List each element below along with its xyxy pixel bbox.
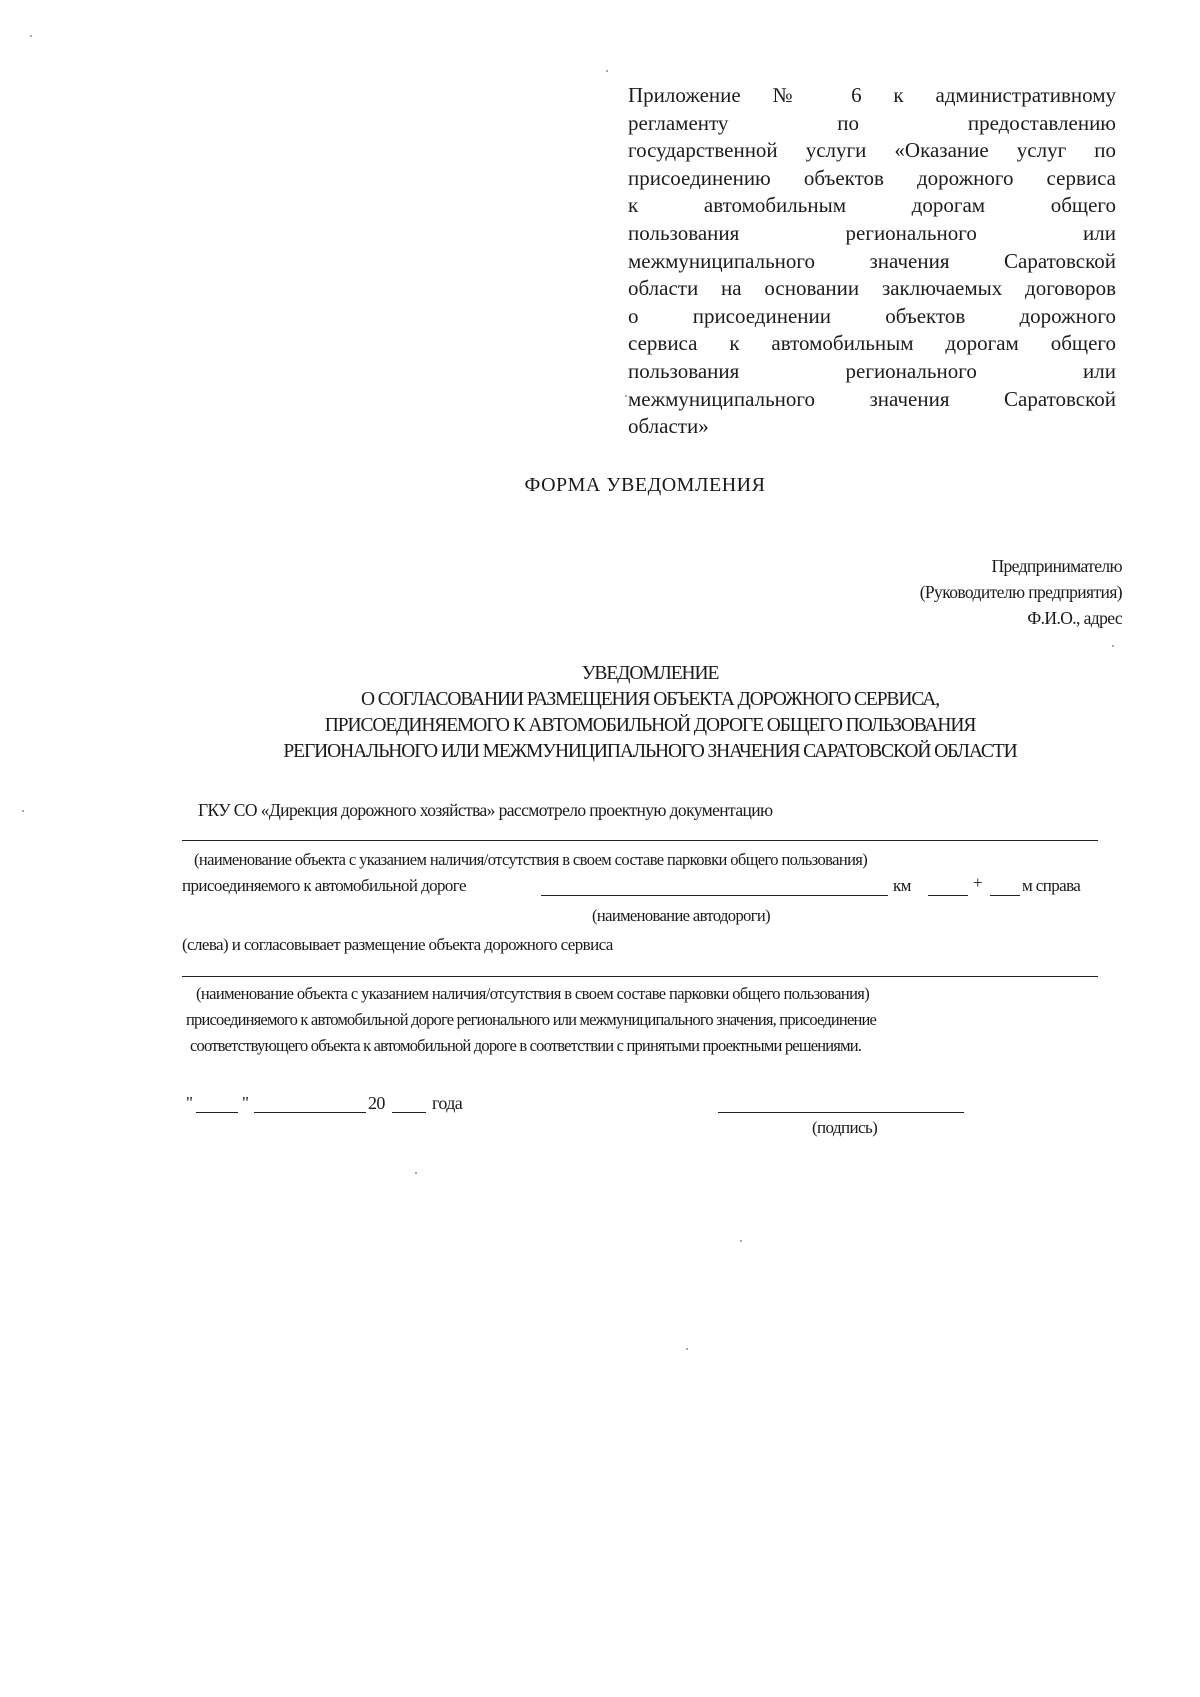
plus-sign: + (973, 873, 982, 892)
scan-speck (740, 1240, 742, 1242)
closing-text: соответствующего объекта к автомобильной дороге в соответствии с принятыми проектными решениями. (190, 1036, 862, 1055)
object-caption-2: (наименование объекта с указанием наличия/отсутствия в своем составе парковки общего пользования) (196, 984, 870, 1003)
appendix-line: межмуниципального значения Саратовской (628, 248, 1116, 273)
object-caption: (наименование объекта с указанием наличия/отсутствия в своем составе парковки общего пользования) (194, 850, 868, 869)
appendix-line: области» (628, 414, 709, 439)
appendix-line: пользования регионального или (628, 358, 1116, 383)
appendix-line: регламенту по предоставлению (628, 110, 1116, 135)
km-label: км (893, 876, 911, 895)
date-year-blank[interactable] (392, 1112, 426, 1113)
date-quote-open: " (186, 1093, 193, 1112)
notice-subtitle-line: ПРИСОЕДИНЯЕМОГО К АВТОМОБИЛЬНОЙ ДОРОГЕ ОБЩЕГО ПОЛЬЗОВАНИЯ (324, 715, 976, 736)
date-year-prefix: 20 (368, 1093, 385, 1113)
scan-speck (30, 35, 32, 37)
appendix-reference (628, 82, 1116, 441)
scan-speck (606, 70, 608, 72)
scan-speck (625, 395, 627, 397)
km-value-blank[interactable] (928, 895, 968, 896)
scan-speck (415, 1172, 417, 1174)
date-year-suffix: года (432, 1093, 463, 1113)
form-title: ФОРМА УВЕДОМЛЕНИЯ (524, 474, 766, 496)
addressee-line: Ф.И.О., адрес (1027, 608, 1122, 628)
notice-subtitle-line: РЕГИОНАЛЬНОГО ИЛИ МЕЖМУНИЦИПАЛЬНОГО ЗНАЧЕНИЯ САРАТОВСКОЙ ОБЛАСТИ (283, 741, 1017, 762)
date-quote-close: " (242, 1093, 249, 1112)
m-right-label: м справа (1022, 876, 1081, 895)
notice-subtitle-line: О СОГЛАСОВАНИИ РАЗМЕЩЕНИЯ ОБЪЕКТА ДОРОЖНОГО СЕРВИСА, (360, 689, 940, 710)
appendix-line: о присоединении объектов дорожного (628, 303, 1116, 328)
appendix-line: межмуниципального значения Саратовской (628, 386, 1116, 411)
appendix-line: пользования регионального или (628, 220, 1116, 245)
scan-speck (686, 1348, 688, 1350)
closing-text: присоединяемого к автомобильной дороге регионального или межмуниципального значения, присоединение (186, 1010, 877, 1029)
service-object-blank[interactable] (182, 976, 1098, 977)
scan-speck (1112, 645, 1114, 647)
appendix-line: присоединению объектов дорожного сервиса (628, 165, 1116, 190)
appendix-line: Приложение № 6 к административному (628, 83, 1116, 107)
appendix-line: государственной услуги «Оказание услуг по (628, 138, 1116, 163)
notice-title: УВЕДОМЛЕНИЕ (581, 663, 719, 684)
road-caption: (наименование автодороги) (592, 906, 771, 925)
scan-speck (22, 810, 24, 812)
date-day-blank[interactable] (196, 1112, 238, 1113)
appendix-line: сервиса к автомобильным дорогам общего (628, 331, 1116, 356)
signature-blank[interactable] (718, 1112, 964, 1113)
agreement-text: (слева) и согласовывает размещение объекта дорожного сервиса (182, 935, 613, 954)
road-name-blank[interactable] (541, 895, 888, 896)
addressee-line: (Руководителю предприятия) (919, 582, 1122, 602)
appendix-line: к автомобильным дорогам общего (628, 193, 1116, 218)
appendix-line: области на основании заключаемых договоров (628, 276, 1116, 301)
addressee-line: Предпринимателю (991, 556, 1122, 576)
object-name-blank[interactable] (182, 840, 1098, 841)
notice-heading (160, 661, 1140, 765)
meter-value-blank[interactable] (990, 895, 1020, 896)
date-month-blank[interactable] (254, 1112, 366, 1113)
road-prefix: присоединяемого к автомобильной дороге (182, 876, 466, 895)
addressee-block (702, 553, 1122, 631)
intro-text: ГКУ СО «Дирекция дорожного хозяйства» рассмотрело проектную документацию (198, 800, 773, 820)
signature-caption: (подпись) (812, 1118, 878, 1137)
